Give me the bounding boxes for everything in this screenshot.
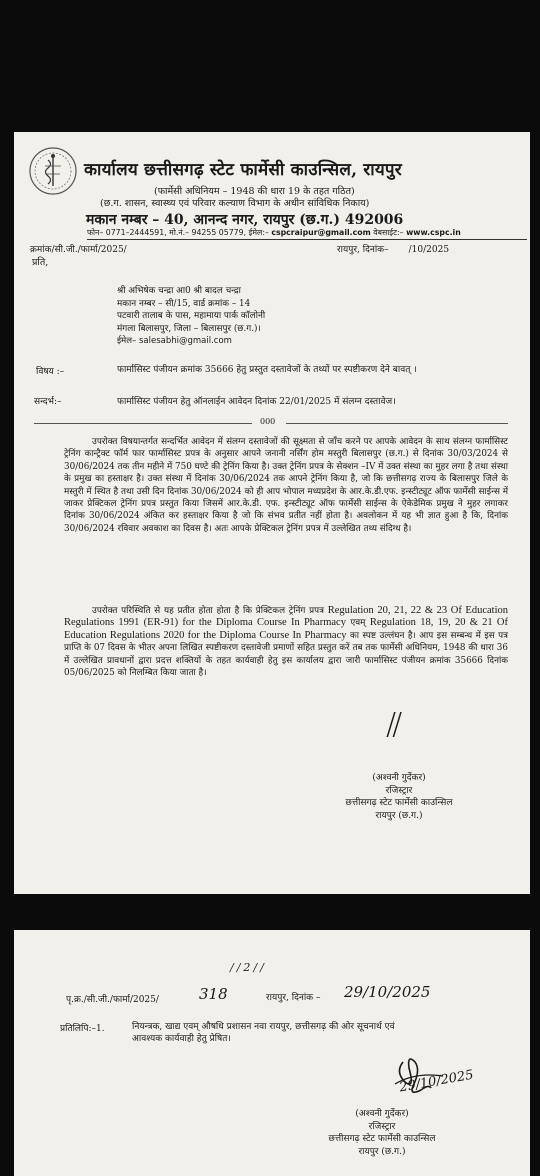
recipient-email: ईमेल– salesabhi@gmail.com <box>117 336 232 346</box>
paragraph2-part-c: का स्पष्ट उल्लंघन है। आप इस सम्बन्ध में इस पत्र प्राप्ति के 07 दिवस के भीतर अपना लिखित स्पष्टीकरण दस्तावेजी प्रमाणों सहित प्रस्तुत करें तब तक फार्मेसी अधिनियम, 1948 की धारा 36 में उल्लेखित प्रावधानों द्वारा प्रदत्त शक्तियों के तहत कार्यवाही हेतु इस कार्यालय द्वारा जारी फार्मासिस्ट पंजीयन क्रमांक 35666 दिनांक 05/06/2025 को निलम्बित किया जाता है। <box>64 630 508 679</box>
signatory-org: छत्तीसगढ़ स्टेट फार्मेसी काउन्सिल <box>345 798 453 808</box>
recipient-line: मकान नम्बर – सी/15, वार्ड क्रमांक – 14 <box>117 298 251 309</box>
letter-page-1 <box>14 132 530 894</box>
separator-line-right <box>286 423 508 424</box>
signatory-place: रायपुर (छ.ग.) <box>375 810 423 821</box>
reference-text: फार्मासिस्ट पंजीयन हेतु ऑनलाईन आवेदन दिनांक 22/01/2025 में संलग्न दस्तावेज। <box>117 397 396 407</box>
organization-address: मकान नम्बर – 40, आनन्द नगर, रायपुर (छ.ग.) 492006 <box>86 212 404 228</box>
handwritten-date: 29/10/2025 <box>344 983 431 1001</box>
copy-signatory-org: छत्तीसगढ़ स्टेट फार्मेसी काउन्सिल <box>328 1134 436 1144</box>
copy-signatory-name: (अश्वनी गुर्देकर) <box>355 1109 409 1119</box>
reference-number: क्रमांक/सी.जी./फार्मा/2025/ <box>30 245 127 255</box>
copy-signatory-place: रायपुर (छ.ग.) <box>358 1146 406 1157</box>
copy-reference-number: पृ.क्र./सी.जी./फार्मा/2025/ <box>66 995 159 1005</box>
paragraph2-part-b: एवम् <box>345 618 370 629</box>
organization-act-line: (फार्मेसी अधिनियम – 1948 की धारा 19 के तहत गठित) <box>154 186 355 197</box>
signatory-block <box>314 772 484 822</box>
contact-email: cspcraipur@gmail.com <box>271 228 371 237</box>
page-number: //2// <box>230 961 267 974</box>
contact-website: www.cspc.in <box>406 228 461 237</box>
subject-label: विषय :– <box>36 367 65 377</box>
to-label: प्रति, <box>32 257 49 268</box>
copy-to-label: प्रतिलिपि:–1. <box>60 1024 105 1034</box>
letter-page-2 <box>14 930 530 1176</box>
recipient-line: श्री अभिषेक चन्द्रा आ0 श्री बादल चन्द्रा <box>117 286 241 296</box>
signatory-title: रजिस्ट्रार <box>385 785 413 796</box>
recipient-line: पटवारी तालाब के पास, महामाया पार्क कॉलोनी <box>117 311 266 321</box>
organization-department-line: (छ.ग. शासन, स्वास्थ्य एवं परिवार कल्याण विभाग के अधीन सांविधिक निकाय) <box>100 198 370 209</box>
separator-line-left <box>34 423 252 424</box>
handwritten-dispatch-number: 318 <box>199 985 228 1003</box>
regulation-1991: Regulation 20, 21, 22 & 23 Of Education Regulations 1991 (ER-91) for the Diploma Course In Pharmacy <box>64 605 508 629</box>
copy-to-line: नियन्त्रक, खाद्य एवम् औषधि प्रशासन नवा रायपुर, छत्तीसगढ़ की ओर सूचनार्थ एवं <box>132 1022 395 1032</box>
council-emblem-icon <box>28 146 78 196</box>
contact-phone: फोन– 0771–2444591, मो.नं.– 94255 05779, ईमेल:– <box>87 228 272 237</box>
paragraph2-part-a: उपरोक्त परिस्थिति से यह प्रतीत होता होता है कि प्रेक्टिकल ट्रेनिंग प्रपत्र <box>92 606 328 616</box>
copy-signatory-block <box>307 1108 457 1158</box>
reference-label: सन्दर्भ:– <box>34 397 62 407</box>
recipient-address <box>117 285 265 348</box>
separator-mark: 000 <box>260 417 276 426</box>
place-date: रायपुर, दिनांक– /10/2025 <box>337 245 450 255</box>
copy-to-text <box>132 1021 395 1045</box>
organization-title: कार्यालय छत्तीसगढ़ स्टेट फार्मेसी काउन्सिल, रायपुर <box>84 160 402 180</box>
regulation-2020: Regulation 18, 19, 20 & 21 Of Education Regulations 2020 for the Diploma Course In Pharmacy <box>64 617 509 641</box>
signature-mark: // <box>386 707 399 742</box>
recipient-line: मंगला बिलासपुर, जिला – बिलासपुर (छ.ग.)। <box>117 323 261 334</box>
copy-place-date-label: रायपुर, दिनांक – <box>266 993 321 1003</box>
contact-web-label: वेबसाईट:– <box>370 228 407 237</box>
body-paragraph-1: उपरोक्त विषयान्तर्गत सन्दर्भित आवेदन में संलग्न दस्तावेजों की सूक्ष्मता से जाँच करने पर आपके आवेदन के साथ संलग्न फार्मासिस्ट ट्रेनिंग कान्ट्रैक्ट फॉर्म फार फार्मासिस्ट प्रपत्र के अनुसार आपने जनानी नर्सिंग होम मस्तुरी बिलासपुर (छ.ग.) से दिनांक 30/03/2024 से 30/06/2024 तक तीन महीने में 750 घण्टे की ट्रेनिंग किया है। उक्त ट्रेनिंग प्रपत्र के सेक्शन –IV में उक्त संस्था का मुहर लगा है तथा संस्था के प्रमुख का हस्ताक्षर है। उक्त संस्था में दिनांक 30/06/2024 तक आपने ट्रेनिंग किया है, जो कि छत्तीसगढ़ राज्य के बिलासपुर जिले के मस्तुरी में स्थित है तथा उसी दिन दिनांक 30/06/2024 को ही आप भोपाल मध्यप्रदेश के आर.के.डी.एफ. इन्स्टीट्यूट ऑफ फार्मेसी साईन्स में जाकर प्रेक्टिकल ट्रेनिंग प्रपत्र प्रस्तुत किया जिसमें आर.के.डी. एफ. इन्स्टीट्यूट ऑफ फार्मेसी साईन्स के ऐकेडेमिक प्रमुख ने मुहर लगाकर दिनांक 30/06/2024 अंकित कर हस्ताक्षर किया है जो कि संभव प्रतीत नहीं होता है। अवलोकन में यह भी ज्ञात हुआ है कि, दिनांक 30/06/2024 रविवार अवकाश का दिवस है। अतः आपके प्रेक्टिकल ट्रेनिंग प्रपत्र में उल्लेखित तथ्य संदिग्ध है। <box>64 437 508 534</box>
contact-line <box>87 228 527 240</box>
body-paragraph-2 <box>64 605 508 679</box>
handwritten-signature-date: 29/10/2025 <box>398 1067 475 1096</box>
signatory-name: (अश्वनी गुर्देकर) <box>372 773 426 783</box>
copy-signatory-title: रजिस्ट्रार <box>368 1121 396 1132</box>
copy-to-line: आवश्यक कार्यवाही हेतु प्रेषित। <box>132 1034 231 1044</box>
subject-text: फार्मासिस्ट पंजीयन क्रमांक 35666 हेतु प्रस्तुत दस्तावेजों के तथ्यों पर स्पष्टीकरण देने बावत् । <box>117 365 417 375</box>
